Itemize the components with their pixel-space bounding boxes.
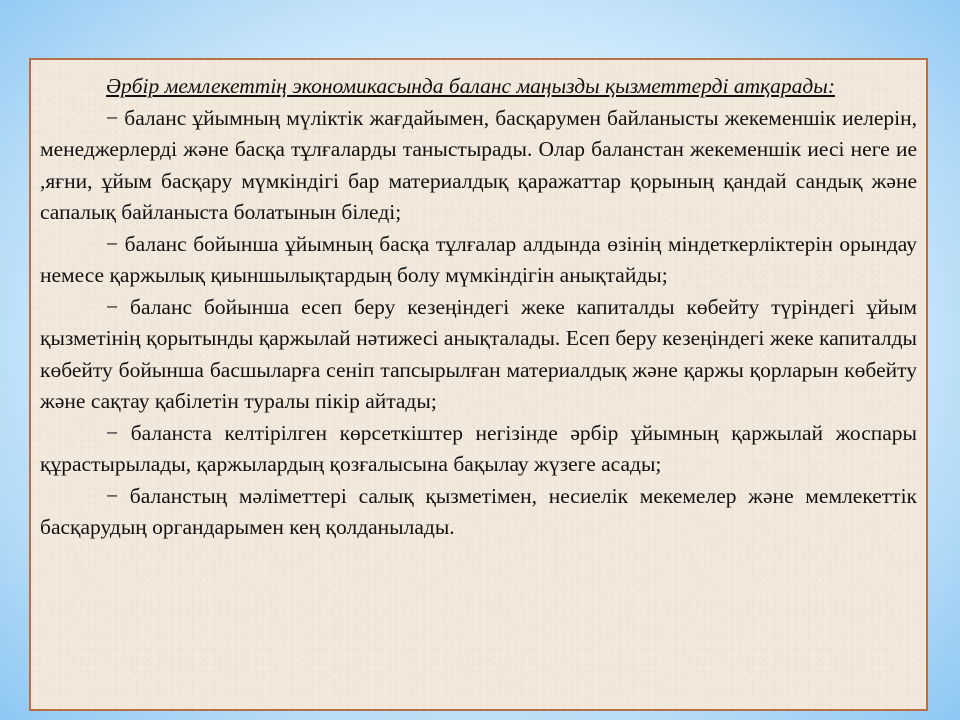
list-item: − баланс бойынша есеп беру кезеңіндегі жеке капиталды көбейту түріндегі ұйым қызметінің қорытынды қаржылай нәтижесі анықталады. Есеп беру кезеңіндегі жеке капиталды көбейту бойынша басшыларға сеніп тапсырылған материалдық және қаржы қорларын көбейту және сақтау қабілетін туралы пікір айтады; <box>40 294 917 413</box>
list-item: − баланс бойынша ұйымның басқа тұлғалар алдында өзінің міндеткерліктерін орындау немесе қаржылық қиыншылықтардың болу мүмкіндігін анықтайды; <box>40 231 917 287</box>
list-item: − баланста келтірілген көрсеткіштер негізінде әрбір ұйымның қаржылай жоспары құрастырылады, қаржылардың қозғалысына бақылау жүзеге асады; <box>40 420 917 476</box>
list-item: − баланс ұйымның мүліктік жағдайымен, басқарумен байланысты жекеменшік иелерін, менеджерлерді және басқа тұлғаларды таныстырады. Олар баланстан жекеменшік иесі неге ие ,яғни, ұйым басқару мүмкіндігі бар материалдық қаражаттар қорының қандай сандық және сапалық байланыста болатынын біледі; <box>40 105 917 224</box>
text-body <box>40 71 917 544</box>
text-box <box>29 58 928 711</box>
heading-text: Әрбір мемлекеттің экономикасында баланс маңызды қызметтерді атқарады: <box>106 74 835 98</box>
list-item: − баланстың мәліметтері салық қызметімен, несиелік мекемелер және мемлекеттік басқарудың органдарымен кең қолданылады. <box>40 483 917 539</box>
